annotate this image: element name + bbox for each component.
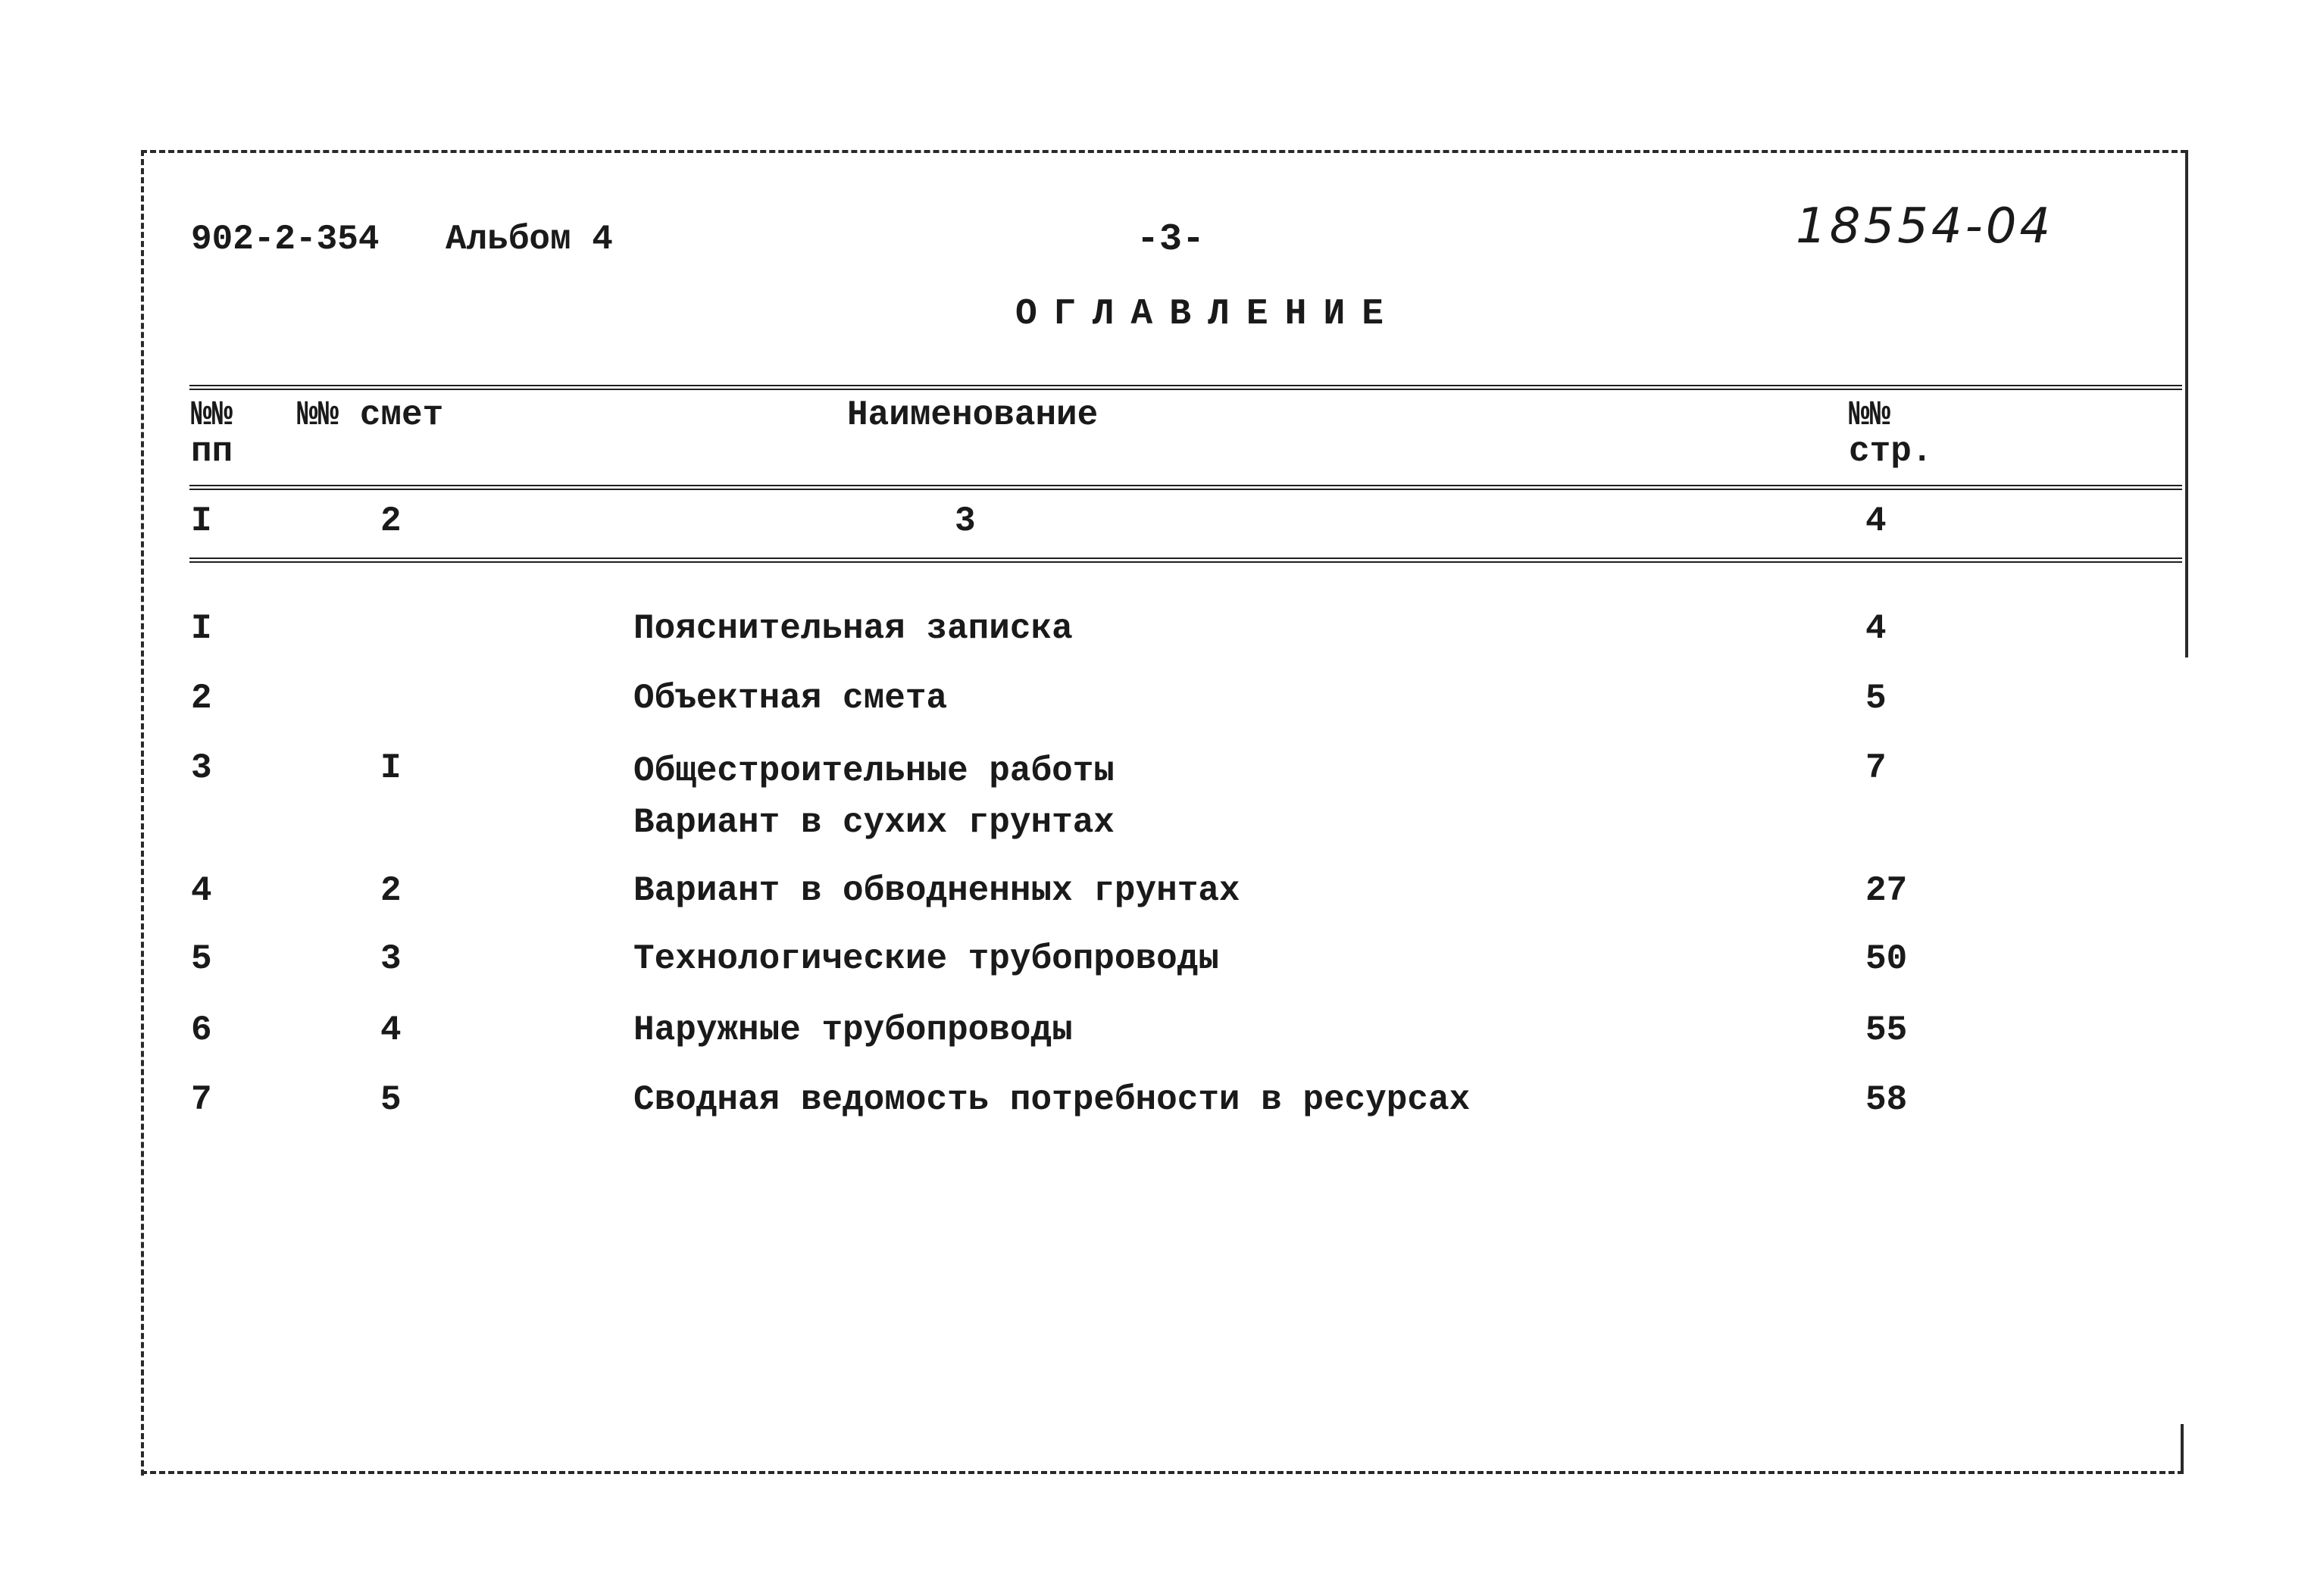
- frame-left-border: [141, 150, 144, 1476]
- table-row-6-name: Наружные трубопроводы: [633, 1010, 1073, 1050]
- header-page-line-1: №№: [1849, 395, 1891, 435]
- table-row-7-estimate: 5: [380, 1080, 402, 1120]
- table-row-1-name: Пояснительная записка: [633, 609, 1073, 648]
- header-page: [1849, 397, 1932, 470]
- table-row-5-estimate: 3: [380, 939, 402, 979]
- frame-top-border: [141, 150, 2187, 153]
- table-row-4-page: 27: [1865, 871, 1908, 910]
- frame-bottom-border: [141, 1471, 2184, 1474]
- table-row-5-name: Технологические трубопроводы: [633, 939, 1219, 979]
- column-number-3: 3: [955, 501, 976, 541]
- album-label: Альбом 4: [446, 220, 613, 259]
- frame-right-border-lower: [2181, 1424, 2184, 1471]
- table-row-3-num: 3: [191, 748, 212, 788]
- header-page-line-2: стр.: [1849, 432, 1933, 471]
- table-row-6-estimate: 4: [380, 1010, 402, 1050]
- table-row-6-page: 55: [1865, 1010, 1908, 1050]
- table-row-3-page: 7: [1865, 748, 1887, 788]
- header-num-line-2: пп: [191, 432, 233, 471]
- handwritten-code: 18554-04: [1796, 198, 2054, 255]
- table-row-1-page: 4: [1865, 609, 1887, 648]
- page-title: ОГЛАВЛЕНИЕ: [1015, 294, 1401, 335]
- table-row-5-num: 5: [191, 939, 212, 979]
- table-row-7-name: Сводная ведомость потребности в ресурсах: [633, 1080, 1471, 1120]
- table-row-4-name: Вариант в обводненных грунтах: [633, 871, 1240, 910]
- header-name: Наименование: [847, 395, 1099, 435]
- table-row-6-num: 6: [191, 1010, 212, 1050]
- column-number-4: 4: [1865, 501, 1887, 541]
- header-estimate: №№ смет: [297, 395, 444, 435]
- column-number-1: I: [191, 501, 212, 541]
- table-row-3-name: [633, 745, 1115, 848]
- header-num: [191, 397, 233, 470]
- table-rule-top: [189, 385, 2182, 390]
- table-row-7-num: 7: [191, 1080, 212, 1120]
- table-row-2-num: 2: [191, 679, 212, 718]
- table-row-3-name-line-2: Вариант в сухих грунтах: [633, 803, 1115, 842]
- frame-right-border: [2185, 150, 2188, 657]
- table-row-4-num: 4: [191, 871, 212, 910]
- table-row-7-page: 58: [1865, 1080, 1908, 1120]
- page-number: -3-: [1137, 218, 1205, 261]
- table-row-3-name-line-1: Общестроительные работы: [633, 751, 1115, 791]
- document-code: 902-2-354: [191, 220, 380, 259]
- table-row-4-estimate: 2: [380, 871, 402, 910]
- table-rule-bottom: [189, 558, 2182, 563]
- table-row-2-page: 5: [1865, 679, 1887, 718]
- table-rule-mid: [189, 485, 2182, 490]
- table-row-2-name: Объектная смета: [633, 679, 948, 718]
- column-number-2: 2: [380, 501, 402, 541]
- table-row-1-num: I: [191, 609, 212, 648]
- header-num-line-1: №№: [191, 395, 233, 435]
- table-row-3-estimate: I: [380, 748, 402, 788]
- table-row-5-page: 50: [1865, 939, 1908, 979]
